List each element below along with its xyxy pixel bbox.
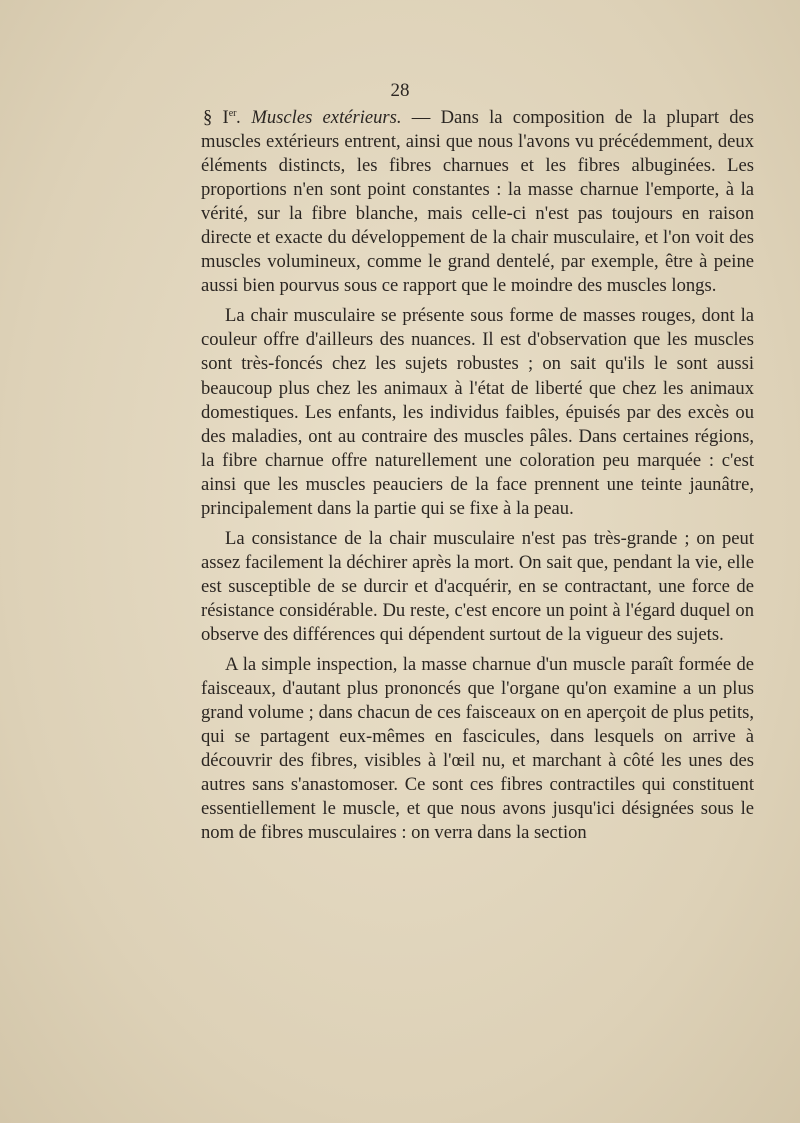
section-title: . Muscles extérieurs.	[236, 107, 402, 128]
body-text	[201, 106, 754, 845]
paragraph-4: A la simple inspection, la masse charnue d'un muscle paraît formée de faisceaux, d'autant plus prononcés que l'organe qu'on examine a un plus grand volume ; dans chacun de ces faisceaux on en aperçoit de plus petits, qui se partagent eux-mêmes en fascicules, dans lesquels on arrive à découvrir des fibres, visibles à l'œil nu, et marchant à côté les unes des autres sans s'anastomoser. Ce sont ces fibres contractiles qui constituent essentiellement le muscle, et que nous avons jusqu'ici désignées sous le nom de fibres musculaires : on verra dans la section	[201, 654, 754, 844]
section-mark-superscript: er	[228, 108, 237, 119]
paragraph-2: La chair musculaire se présente sous forme de masses rouges, dont la couleur offre d'ailleurs des nuances. Il est d'observation que les muscles sont très-foncés chez les sujets robustes ; on sait qu'ils le sont aussi beaucoup plus chez les animaux à l'état de liberté que chez les animaux domestiques. Les enfants, les individus faibles, épuisés par des excès ou des maladies, ont au contraire des muscles pâles. Dans certaines régions, la fibre charnue offre naturellement une coloration peu marquée : c'est ainsi que les muscles peauciers de la face prennent une teinte jaunâtre, principalement dans la partie qui se fixe à la peau.	[201, 305, 754, 519]
section-dash: —	[401, 107, 441, 128]
paragraph-1	[201, 106, 754, 298]
paragraph-1-text: Dans la composition de la plupart des muscles extérieurs entrent, ainsi que nous l'avons vu précédemment, deux éléments distincts, les fibres charnues et les fibres albuginées. Les proportions n'en sont point constantes : la masse charnue l'emporte, à la vérité, sur la fibre blanche, mais celle-ci n'est pas toujours en raison directe et exacte du développement de la chair musculaire, et l'on voit des muscles volumineux, comme le grand dentelé, par exemple, être à peine aussi bien pourvus sous ce rapport que le moindre des muscles longs.	[201, 107, 755, 297]
page-number: 28	[390, 80, 410, 101]
paragraph-3: La consistance de la chair musculaire n'est pas très-grande ; on peut assez facilement la déchirer après la mort. On sait que, pendant la vie, elle est susceptible de se durcir et d'acquérir, en se contractant, une force de résistance considérable. Du reste, c'est encore un point à l'égard duquel on observe des différences qui dépendent surtout de la vigueur des sujets.	[201, 527, 754, 645]
section-mark: § I	[203, 107, 229, 128]
